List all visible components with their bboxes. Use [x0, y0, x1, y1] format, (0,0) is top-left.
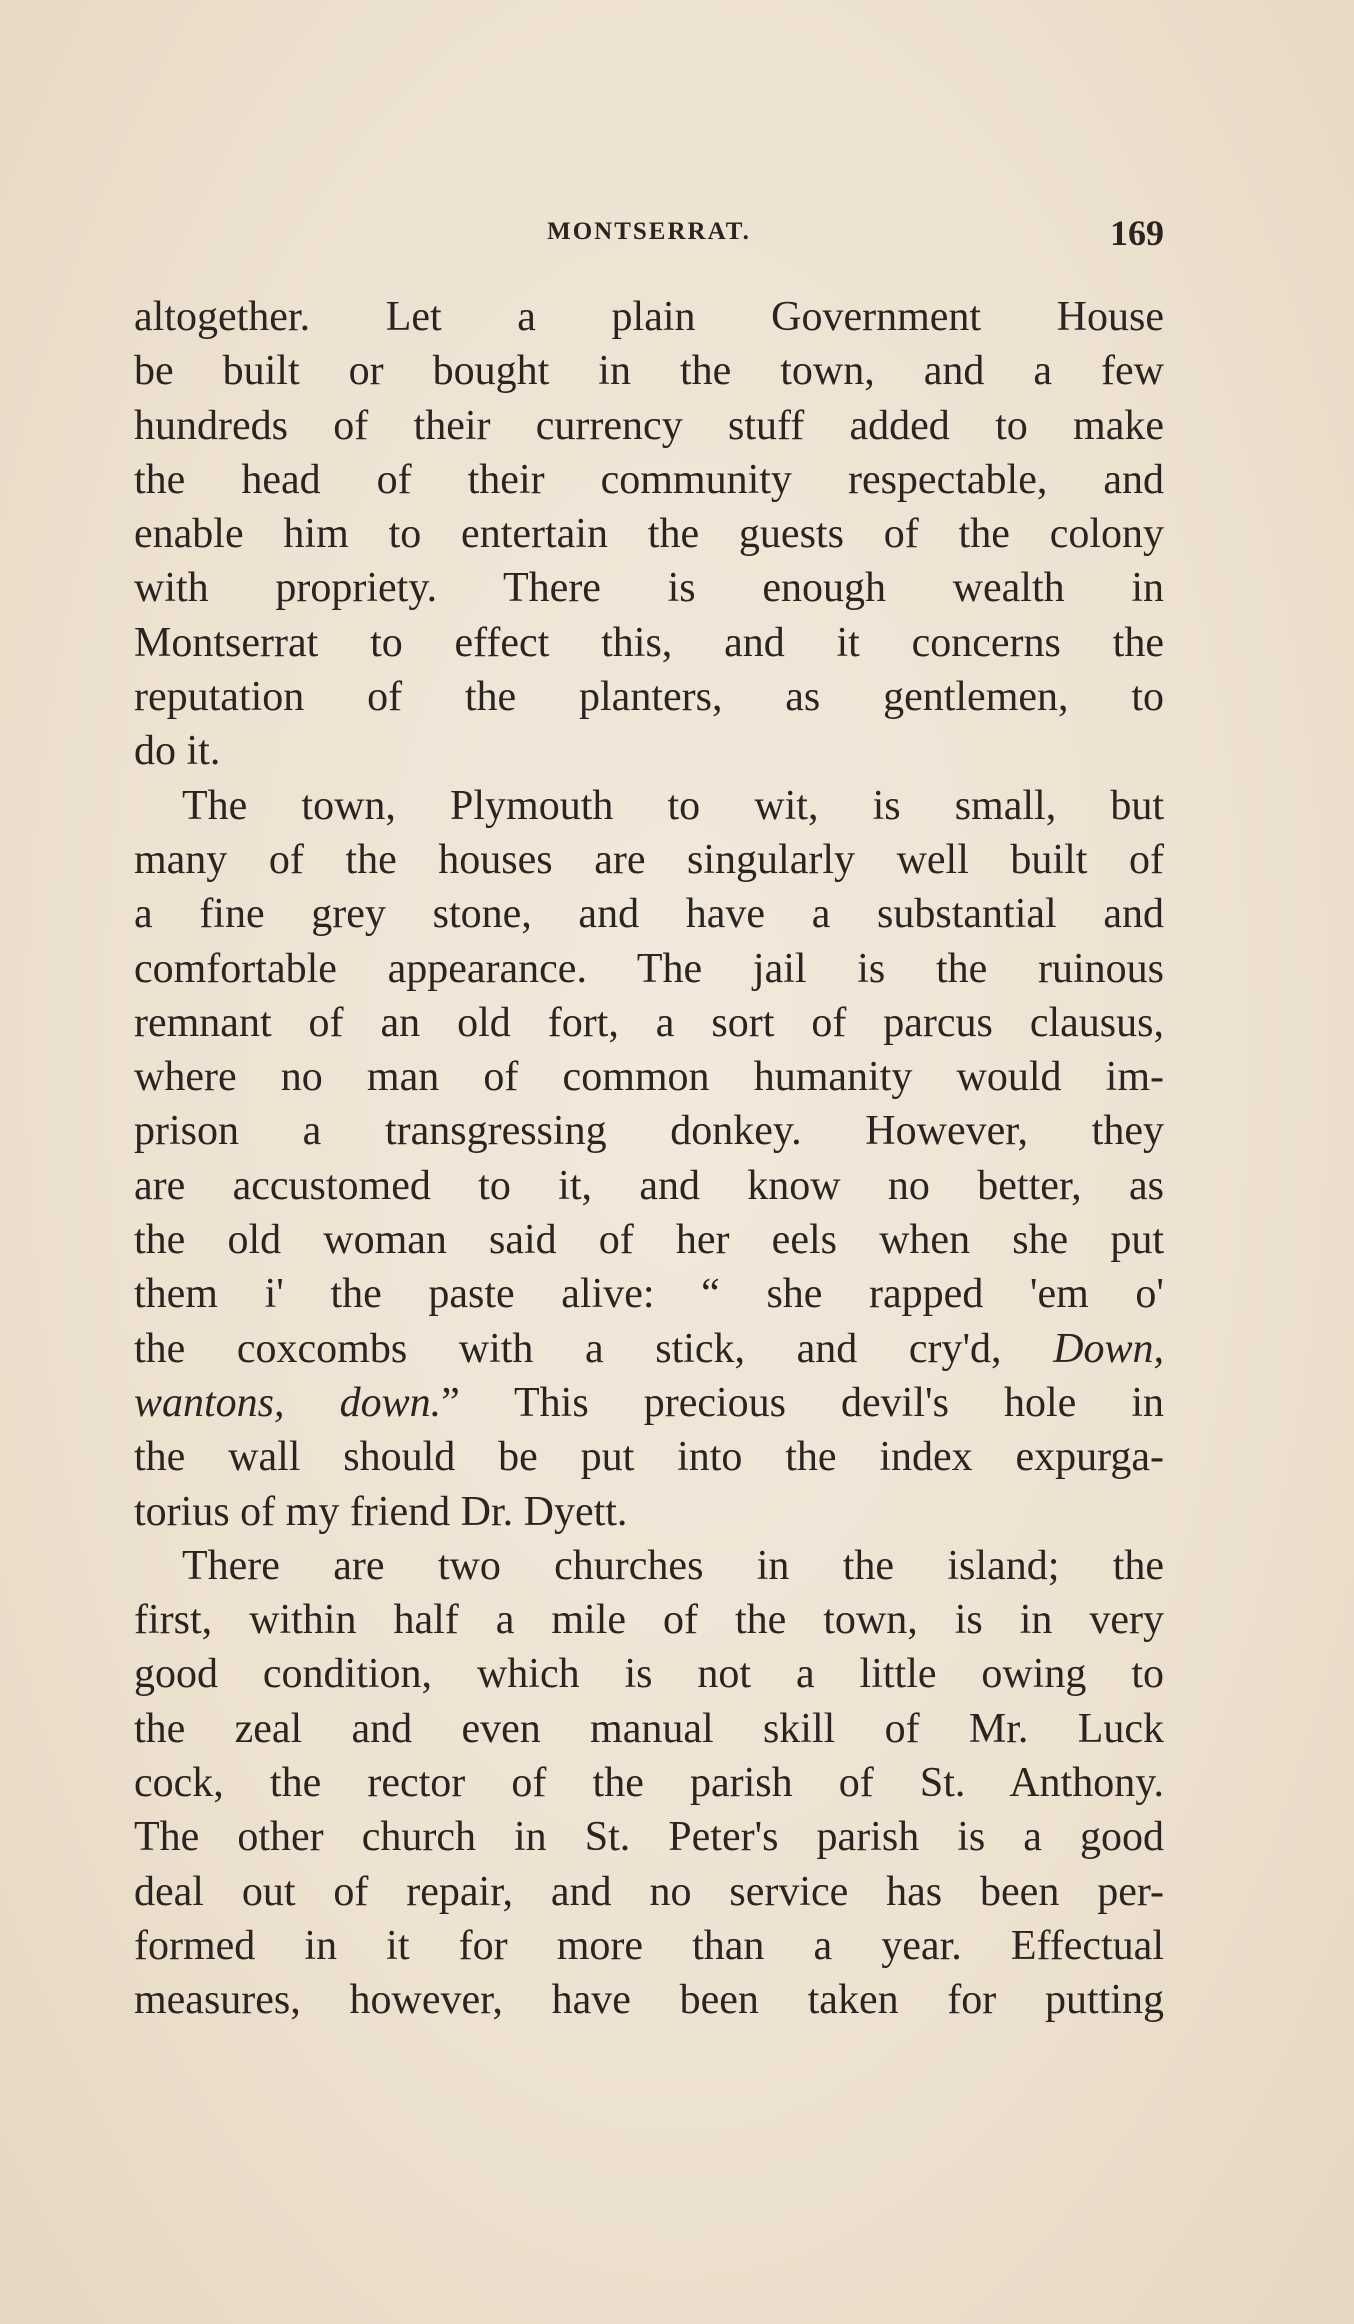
text-line: enable him to entertain the guests of the colony — [134, 511, 1164, 558]
text-line: altogether. Let a plain Government House — [134, 294, 1164, 340]
text-line: do it. — [134, 728, 221, 775]
text-line: the zeal and even manual skill of Mr. Luck — [134, 1705, 1164, 1752]
text-line: torius of my friend Dr. Dyett. — [134, 1488, 628, 1535]
paragraph — [134, 290, 1164, 779]
text-line: with propriety. There is enough wealth in — [134, 565, 1164, 612]
italic-phrase: Down, — [1053, 1325, 1164, 1372]
running-head — [134, 213, 1164, 258]
text-line: the wall should be put into the index expurga- — [134, 1434, 1164, 1481]
running-title: MONTSERRAT. — [547, 218, 751, 245]
text-line: There are two churches in the island; the — [182, 1542, 1164, 1589]
text-line: be built or bought in the town, and a few — [134, 348, 1164, 395]
text-line: the head of their community respectable, and — [134, 456, 1164, 503]
text-line: reputation of the planters, as gentlemen, to — [134, 674, 1164, 721]
text-line: remnant of an old fort, a sort of parcus clausus, — [134, 999, 1164, 1046]
text-line: are accustomed to it, and know no better, as — [134, 1162, 1164, 1209]
text-line: the old woman said of her eels when she put — [134, 1217, 1164, 1264]
text-line: formed in it for more than a year. Effectual — [134, 1922, 1164, 1969]
text-line: deal out of repair, and no service has been per- — [134, 1868, 1164, 1915]
text-line: The town, Plymouth to wit, is small, but — [182, 782, 1164, 829]
text-line: many of the houses are singularly well built of — [134, 836, 1164, 883]
paragraph — [134, 779, 1164, 1539]
text-line: where no man of common humanity would im- — [134, 1054, 1164, 1101]
text-line: good condition, which is not a little owing to — [134, 1651, 1164, 1698]
text-line: a fine grey stone, and have a substantial and — [134, 891, 1164, 938]
text-segment: the coxcombs with a stick, and cry'd, — [134, 1325, 1002, 1372]
text-line: first, within half a mile of the town, is in very — [134, 1597, 1164, 1644]
paragraph — [134, 1539, 1164, 2028]
text-segment: This precious devil's hole in — [514, 1379, 1164, 1426]
text-line: them i' the paste alive: “ she rapped 'em o' — [134, 1271, 1164, 1318]
text-line: measures, however, have been taken for putting — [134, 1977, 1164, 2024]
text-line: hundreds of their currency stuff added to make — [134, 402, 1164, 449]
body-text — [134, 290, 1164, 2028]
text-line-with-italic — [134, 1376, 1164, 1430]
italic-phrase: wantons, down. — [134, 1379, 442, 1426]
closing-quote: ” — [441, 1379, 460, 1426]
text-line: comfortable appearance. The jail is the ruinous — [134, 945, 1164, 992]
text-line-with-italic — [134, 1322, 1164, 1376]
text-line: prison a transgressing donkey. However, they — [134, 1108, 1164, 1155]
text-line: cock, the rector of the parish of St. Anthony. — [134, 1760, 1164, 1807]
page-number: 169 — [1110, 213, 1164, 253]
text-line: Montserrat to effect this, and it concerns the — [134, 619, 1164, 666]
text-line: The other church in St. Peter's parish is a good — [134, 1814, 1164, 1861]
